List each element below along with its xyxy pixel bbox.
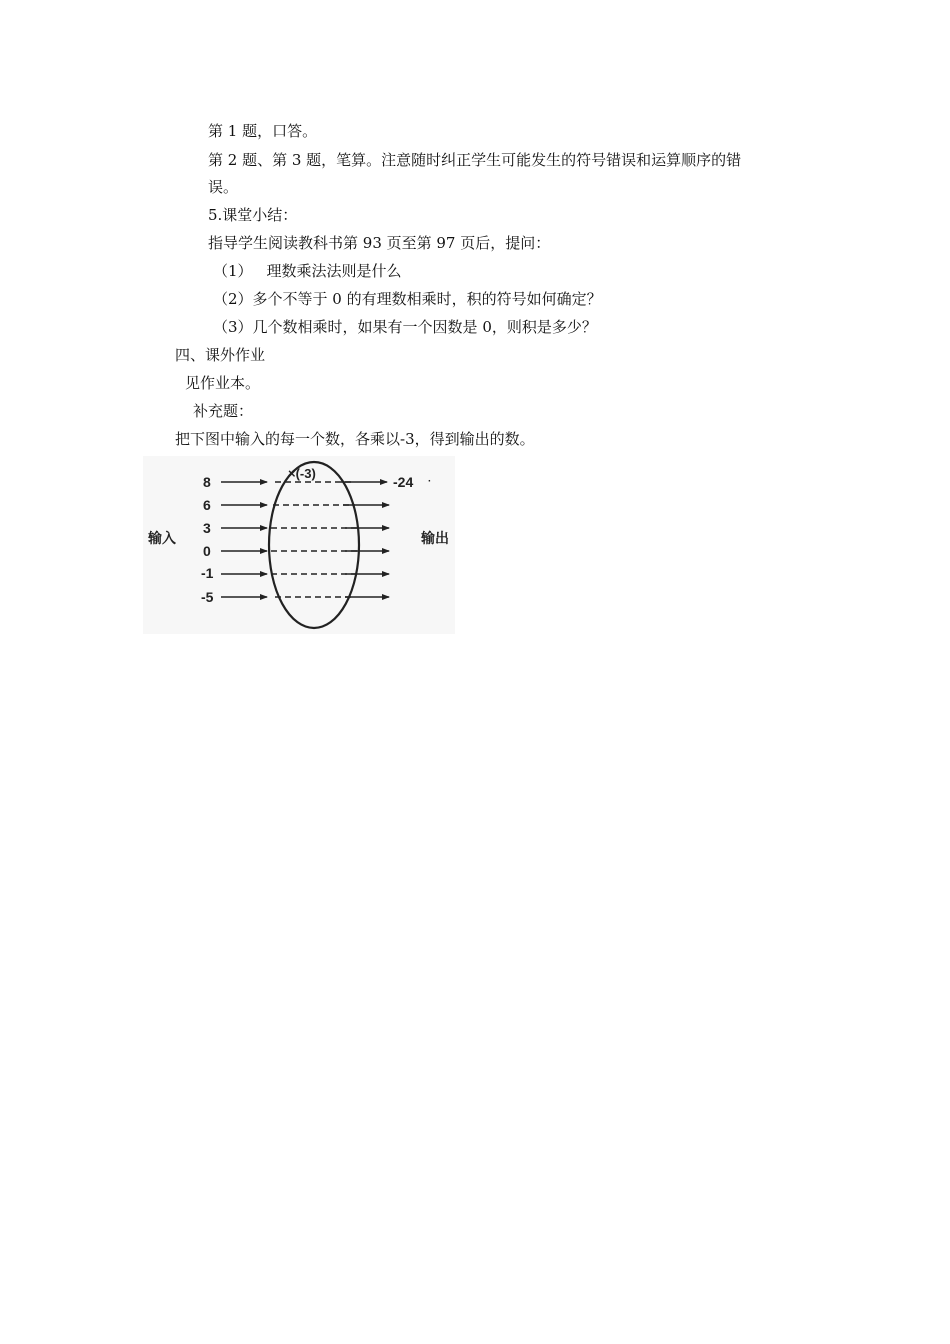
input-value: 3 xyxy=(203,520,211,536)
question-3: （3）几个数相乘时，如果有一个因数是 0，则积是多少？ xyxy=(213,318,597,336)
input-value: 8 xyxy=(203,474,211,490)
answer-q1-line: 第 1 题，口答。 xyxy=(208,122,318,140)
operator-label: ×(-3) xyxy=(288,466,316,481)
answer-q2-q3-line: 第 2 题、第 3 题，笔算。注意随时纠正学生可能发生的符号错误和运算顺序的错 xyxy=(208,151,742,169)
homework-line: 见作业本。 xyxy=(185,374,261,392)
question-1 xyxy=(213,261,402,281)
answer-q2-q3-line-cont: 误。 xyxy=(208,178,239,196)
input-value: -1 xyxy=(201,565,214,581)
multiply-machine-diagram xyxy=(143,456,455,634)
summary-instruction: 指导学生阅读教科书第 93 页至第 97 页后，提问： xyxy=(208,234,551,252)
summary-heading: 5.课堂小结： xyxy=(208,206,298,224)
task-line: 把下图中输入的每一个数，各乘以-3，得到输出的数。 xyxy=(175,430,535,448)
output-value: -24 xyxy=(393,474,414,490)
input-value: 0 xyxy=(203,543,211,559)
supplement-heading: 补充题： xyxy=(193,402,254,420)
input-value: -5 xyxy=(201,589,214,605)
output-label: 输出 xyxy=(421,530,449,546)
input-label: 输入 xyxy=(148,530,176,546)
question-2: （2）多个不等于 0 的有理数相乘时，积的符号如何确定？ xyxy=(213,290,602,308)
section-heading: 四、课外作业 xyxy=(175,346,266,364)
question-1-number: （1） xyxy=(213,262,253,280)
input-value: 6 xyxy=(203,497,211,513)
stray-dot: · xyxy=(428,476,432,487)
question-1-text: 理数乘法法则是什么 xyxy=(266,262,402,280)
